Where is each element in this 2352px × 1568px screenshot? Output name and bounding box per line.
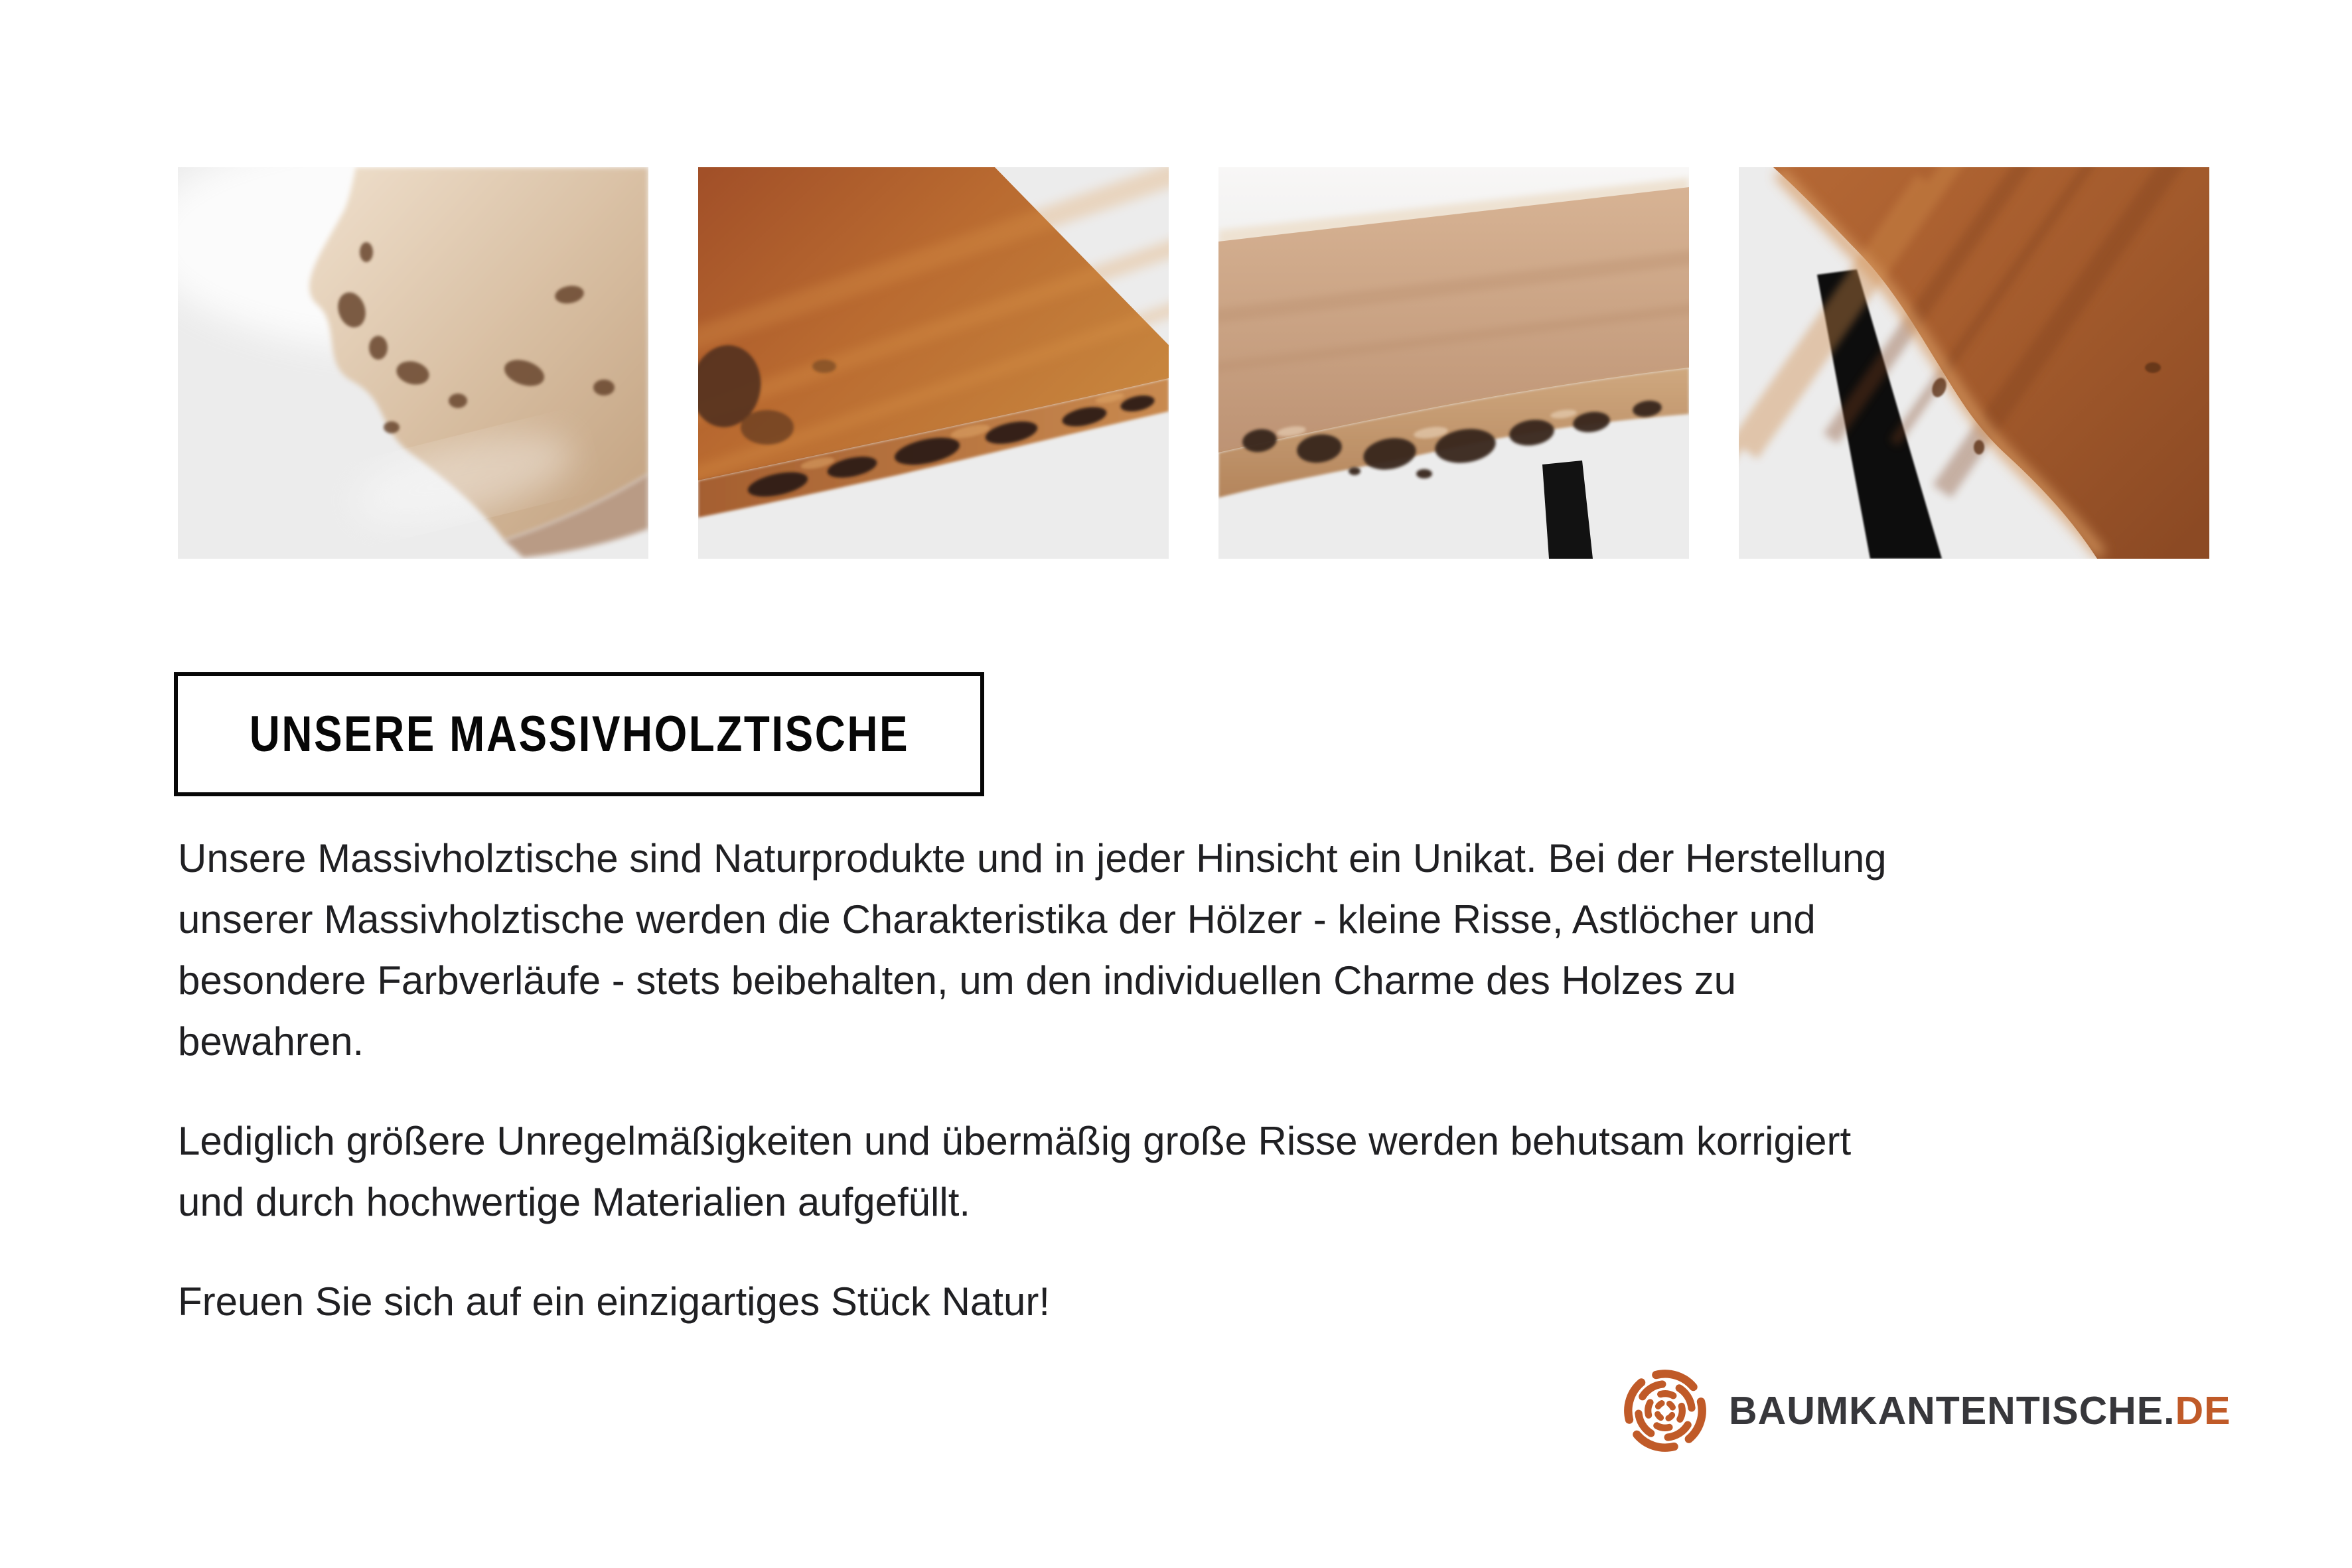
photo-corner-closeup-with-leg xyxy=(1739,167,2209,559)
photo-pale-live-edge-corner xyxy=(178,167,648,559)
wood-photo-3-illustration xyxy=(1218,167,1689,559)
photo-orange-slab-live-edge xyxy=(698,167,1169,559)
text-line: besondere Farbverläufe - stets beibehalten, um den individuellen Charme des Holzes zu xyxy=(178,958,1736,1003)
brand-logo[interactable] xyxy=(1621,1367,2231,1455)
section-heading-box xyxy=(174,672,984,796)
paragraph-3 xyxy=(178,1271,2089,1332)
text-line: unserer Massivholztische werden die Charakteristika der Hölzer - kleine Risse, Astlöcher und xyxy=(178,897,1816,942)
text-line: Unsere Massivholztische sind Naturprodukte und in jeder Hinsicht ein Unikat. Bei der Herstellung xyxy=(178,836,1887,881)
wood-photo-4-illustration xyxy=(1739,167,2209,559)
text-line: bewahren. xyxy=(178,1019,364,1064)
tree-rings-icon xyxy=(1621,1367,1709,1455)
paragraph-2 xyxy=(178,1111,2089,1233)
brand-wordmark xyxy=(1729,1388,2231,1433)
brand-tld: DE xyxy=(2175,1389,2231,1433)
photo-slab-edge-with-leg xyxy=(1218,167,1689,559)
wood-photo-2-illustration xyxy=(698,167,1169,559)
text-line: Freuen Sie sich auf ein einzigartiges Stück Natur! xyxy=(178,1279,1050,1324)
body-copy xyxy=(178,828,2089,1371)
paragraph-1 xyxy=(178,828,2089,1072)
wood-photo-1-illustration xyxy=(178,167,648,559)
section-heading: UNSERE MASSIVHOLZTISCHE xyxy=(249,706,909,762)
brand-name: BAUMKANTENTISCHE. xyxy=(1729,1389,2175,1433)
text-line: und durch hochwertige Materialien aufgefüllt. xyxy=(178,1180,971,1224)
photo-gallery xyxy=(178,167,2209,559)
text-line: Lediglich größere Unregelmäßigkeiten und übermäßig große Risse werden behutsam korrigiert xyxy=(178,1119,1852,1163)
